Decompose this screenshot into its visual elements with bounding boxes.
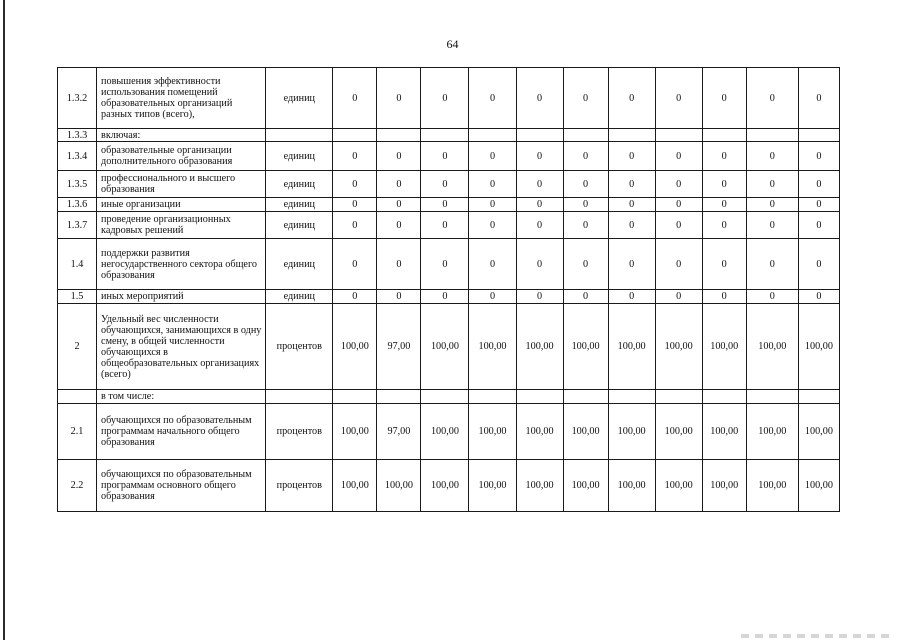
value-cell: 0 bbox=[469, 171, 516, 198]
value-cell: 0 bbox=[421, 171, 469, 198]
table-row bbox=[58, 404, 840, 460]
value-cell: 0 bbox=[469, 239, 516, 290]
value-cell: 0 bbox=[798, 171, 839, 198]
row-description: в том числе: bbox=[97, 390, 266, 404]
row-description: иные организации bbox=[97, 198, 266, 212]
value-cell: 0 bbox=[746, 198, 798, 212]
value-cell: 100,00 bbox=[563, 460, 608, 512]
value-cell: 0 bbox=[655, 68, 702, 129]
value-cell: 0 bbox=[798, 290, 839, 304]
value-cell: 0 bbox=[563, 142, 608, 171]
value-cell: 0 bbox=[469, 142, 516, 171]
value-cell bbox=[746, 129, 798, 142]
row-number: 1.3.6 bbox=[58, 198, 97, 212]
scan-artifact bbox=[741, 634, 891, 638]
value-cell: 0 bbox=[421, 239, 469, 290]
value-cell: 0 bbox=[333, 239, 377, 290]
value-cell: 0 bbox=[333, 142, 377, 171]
value-cell: 0 bbox=[798, 198, 839, 212]
value-cell: 100,00 bbox=[655, 304, 702, 390]
value-cell: 0 bbox=[655, 198, 702, 212]
row-number: 1.3.7 bbox=[58, 212, 97, 239]
value-cell: 0 bbox=[563, 290, 608, 304]
row-number: 1.3.2 bbox=[58, 68, 97, 129]
table-row bbox=[58, 198, 840, 212]
value-cell: 0 bbox=[746, 171, 798, 198]
value-cell: 100,00 bbox=[563, 304, 608, 390]
row-unit bbox=[266, 129, 333, 142]
row-unit: процентов bbox=[266, 404, 333, 460]
value-cell: 100,00 bbox=[608, 304, 655, 390]
value-cell: 0 bbox=[798, 142, 839, 171]
value-cell: 100,00 bbox=[377, 460, 421, 512]
value-cell: 100,00 bbox=[702, 304, 746, 390]
value-cell: 97,00 bbox=[377, 304, 421, 390]
value-cell bbox=[702, 390, 746, 404]
value-cell: 0 bbox=[608, 198, 655, 212]
value-cell: 100,00 bbox=[421, 460, 469, 512]
value-cell: 100,00 bbox=[608, 404, 655, 460]
value-cell: 0 bbox=[655, 142, 702, 171]
value-cell: 0 bbox=[563, 239, 608, 290]
value-cell bbox=[608, 129, 655, 142]
row-unit bbox=[266, 390, 333, 404]
value-cell: 100,00 bbox=[516, 404, 563, 460]
value-cell: 0 bbox=[746, 290, 798, 304]
value-cell: 0 bbox=[516, 68, 563, 129]
value-cell: 0 bbox=[655, 239, 702, 290]
value-cell: 0 bbox=[608, 142, 655, 171]
value-cell: 0 bbox=[702, 142, 746, 171]
value-cell: 0 bbox=[469, 198, 516, 212]
value-cell bbox=[655, 129, 702, 142]
row-number: 1.4 bbox=[58, 239, 97, 290]
value-cell bbox=[469, 390, 516, 404]
value-cell bbox=[746, 390, 798, 404]
value-cell: 100,00 bbox=[746, 460, 798, 512]
value-cell: 100,00 bbox=[469, 460, 516, 512]
table-row bbox=[58, 460, 840, 512]
row-number: 1.3.5 bbox=[58, 171, 97, 198]
row-description: повышения эффективности использования помещений образовательных организаций разных типов (всего), bbox=[97, 68, 266, 129]
value-cell: 0 bbox=[377, 171, 421, 198]
value-cell: 0 bbox=[655, 212, 702, 239]
table-row bbox=[58, 129, 840, 142]
value-cell: 0 bbox=[333, 212, 377, 239]
value-cell bbox=[563, 129, 608, 142]
value-cell: 0 bbox=[746, 142, 798, 171]
value-cell: 0 bbox=[746, 212, 798, 239]
row-unit: единиц bbox=[266, 290, 333, 304]
row-description: включая: bbox=[97, 129, 266, 142]
value-cell: 0 bbox=[516, 212, 563, 239]
value-cell: 0 bbox=[702, 171, 746, 198]
row-description: образовательные организации дополнительного образования bbox=[97, 142, 266, 171]
value-cell bbox=[469, 129, 516, 142]
indicators-table bbox=[57, 67, 840, 512]
row-number: 1.3.4 bbox=[58, 142, 97, 171]
value-cell bbox=[516, 129, 563, 142]
value-cell: 100,00 bbox=[421, 404, 469, 460]
row-number: 2.1 bbox=[58, 404, 97, 460]
row-number: 2.2 bbox=[58, 460, 97, 512]
value-cell: 0 bbox=[655, 171, 702, 198]
value-cell: 100,00 bbox=[746, 404, 798, 460]
value-cell: 0 bbox=[469, 290, 516, 304]
value-cell: 0 bbox=[798, 212, 839, 239]
value-cell bbox=[702, 129, 746, 142]
value-cell: 100,00 bbox=[333, 460, 377, 512]
value-cell bbox=[421, 129, 469, 142]
value-cell: 0 bbox=[333, 290, 377, 304]
row-unit: процентов bbox=[266, 304, 333, 390]
value-cell: 0 bbox=[516, 198, 563, 212]
value-cell: 0 bbox=[746, 239, 798, 290]
value-cell: 0 bbox=[377, 239, 421, 290]
value-cell: 0 bbox=[469, 68, 516, 129]
value-cell bbox=[608, 390, 655, 404]
table-row bbox=[58, 142, 840, 171]
value-cell: 0 bbox=[608, 212, 655, 239]
value-cell: 0 bbox=[377, 212, 421, 239]
value-cell: 100,00 bbox=[798, 460, 839, 512]
value-cell: 0 bbox=[516, 142, 563, 171]
value-cell: 0 bbox=[516, 290, 563, 304]
value-cell: 100,00 bbox=[655, 404, 702, 460]
value-cell: 0 bbox=[516, 239, 563, 290]
value-cell: 0 bbox=[333, 171, 377, 198]
row-unit: единиц bbox=[266, 171, 333, 198]
value-cell bbox=[333, 390, 377, 404]
value-cell: 0 bbox=[421, 142, 469, 171]
value-cell: 0 bbox=[377, 198, 421, 212]
table-row bbox=[58, 171, 840, 198]
table-row bbox=[58, 212, 840, 239]
table-row bbox=[58, 304, 840, 390]
value-cell bbox=[377, 129, 421, 142]
value-cell: 0 bbox=[563, 212, 608, 239]
row-unit: единиц bbox=[266, 142, 333, 171]
scan-edge bbox=[3, 0, 5, 640]
row-description: поддержки развития негосударственного сектора общего образования bbox=[97, 239, 266, 290]
value-cell: 100,00 bbox=[798, 404, 839, 460]
value-cell: 0 bbox=[563, 68, 608, 129]
value-cell: 100,00 bbox=[516, 304, 563, 390]
value-cell: 100,00 bbox=[421, 304, 469, 390]
value-cell: 0 bbox=[702, 239, 746, 290]
value-cell bbox=[516, 390, 563, 404]
value-cell: 0 bbox=[563, 171, 608, 198]
value-cell: 0 bbox=[469, 212, 516, 239]
value-cell: 0 bbox=[608, 171, 655, 198]
value-cell bbox=[421, 390, 469, 404]
value-cell: 100,00 bbox=[563, 404, 608, 460]
value-cell: 0 bbox=[798, 68, 839, 129]
value-cell: 97,00 bbox=[377, 404, 421, 460]
value-cell: 0 bbox=[333, 68, 377, 129]
value-cell bbox=[563, 390, 608, 404]
value-cell: 0 bbox=[746, 68, 798, 129]
value-cell: 100,00 bbox=[333, 404, 377, 460]
row-unit: единиц bbox=[266, 68, 333, 129]
row-description: иных мероприятий bbox=[97, 290, 266, 304]
value-cell: 0 bbox=[702, 290, 746, 304]
value-cell: 0 bbox=[421, 68, 469, 129]
row-unit: процентов bbox=[266, 460, 333, 512]
value-cell bbox=[655, 390, 702, 404]
value-cell: 100,00 bbox=[608, 460, 655, 512]
value-cell: 0 bbox=[798, 239, 839, 290]
row-number: 1.5 bbox=[58, 290, 97, 304]
value-cell: 100,00 bbox=[702, 460, 746, 512]
row-unit: единиц bbox=[266, 239, 333, 290]
value-cell: 100,00 bbox=[655, 460, 702, 512]
value-cell: 0 bbox=[608, 68, 655, 129]
value-cell bbox=[333, 129, 377, 142]
value-cell: 100,00 bbox=[702, 404, 746, 460]
value-cell: 100,00 bbox=[746, 304, 798, 390]
value-cell: 100,00 bbox=[469, 304, 516, 390]
row-unit: единиц bbox=[266, 198, 333, 212]
row-unit: единиц bbox=[266, 212, 333, 239]
value-cell: 0 bbox=[563, 198, 608, 212]
row-number: 1.3.3 bbox=[58, 129, 97, 142]
value-cell: 100,00 bbox=[516, 460, 563, 512]
value-cell: 0 bbox=[702, 198, 746, 212]
row-description: Удельный вес численности обучающихся, занимающихся в одну смену, в общей численности обучающихся в общеобразовательных организациях (всего) bbox=[97, 304, 266, 390]
value-cell: 100,00 bbox=[469, 404, 516, 460]
value-cell: 0 bbox=[421, 212, 469, 239]
row-description: проведение организационных кадровых решений bbox=[97, 212, 266, 239]
row-number: 2 bbox=[58, 304, 97, 390]
value-cell: 0 bbox=[377, 68, 421, 129]
value-cell: 0 bbox=[377, 142, 421, 171]
row-description: профессионального и высшего образования bbox=[97, 171, 266, 198]
value-cell bbox=[798, 390, 839, 404]
value-cell: 0 bbox=[333, 198, 377, 212]
value-cell: 0 bbox=[608, 290, 655, 304]
row-description: обучающихся по образовательным программам начального общего образования bbox=[97, 404, 266, 460]
table-row bbox=[58, 68, 840, 129]
value-cell: 0 bbox=[421, 290, 469, 304]
value-cell: 100,00 bbox=[333, 304, 377, 390]
value-cell: 0 bbox=[702, 68, 746, 129]
value-cell bbox=[798, 129, 839, 142]
value-cell bbox=[377, 390, 421, 404]
row-number bbox=[58, 390, 97, 404]
value-cell: 0 bbox=[608, 239, 655, 290]
value-cell: 0 bbox=[702, 212, 746, 239]
row-description: обучающихся по образовательным программам основного общего образования bbox=[97, 460, 266, 512]
value-cell: 100,00 bbox=[798, 304, 839, 390]
value-cell: 0 bbox=[655, 290, 702, 304]
value-cell: 0 bbox=[421, 198, 469, 212]
table-row bbox=[58, 239, 840, 290]
page-number: 64 bbox=[446, 37, 459, 51]
table-row bbox=[58, 390, 840, 404]
value-cell: 0 bbox=[377, 290, 421, 304]
value-cell: 0 bbox=[516, 171, 563, 198]
table-row bbox=[58, 290, 840, 304]
